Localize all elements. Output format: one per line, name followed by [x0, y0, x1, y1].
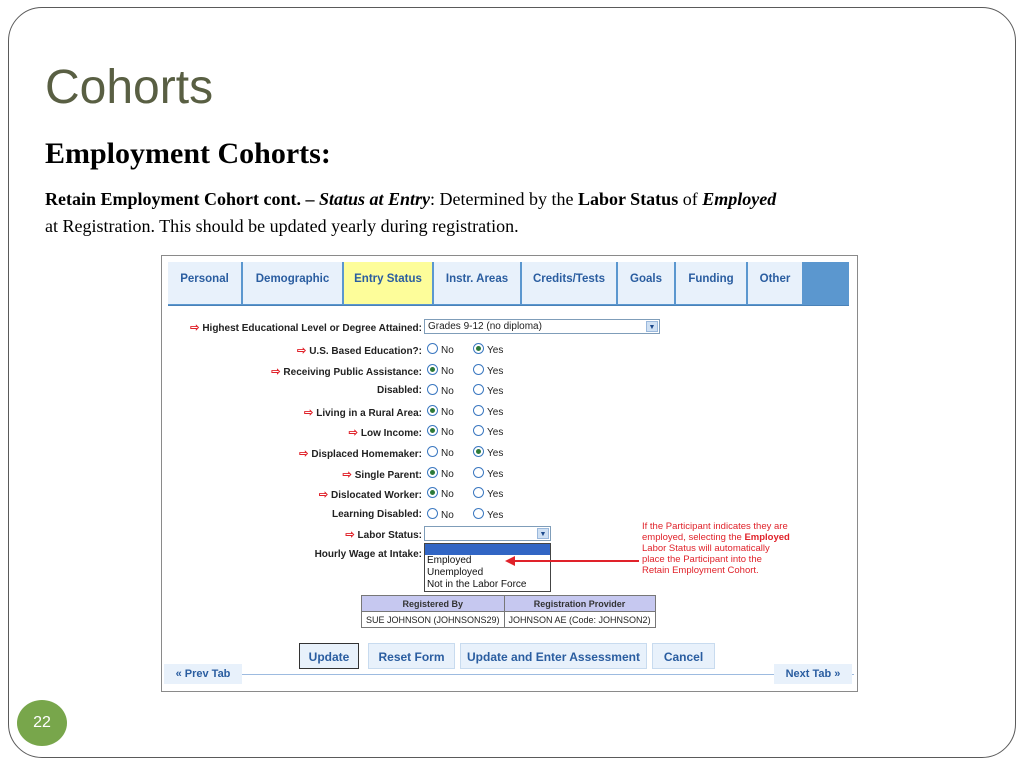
field-label: Dislocated Worker:: [331, 490, 422, 501]
form-row: [172, 424, 422, 440]
tab-other[interactable]: Other: [748, 262, 804, 304]
field-label: Disabled:: [376, 385, 422, 396]
dropdown-blank-option[interactable]: [425, 544, 550, 555]
field-label: Receiving Public Assistance:: [283, 367, 422, 378]
tab-entry-status[interactable]: Entry Status: [344, 262, 434, 304]
radio-label: No: [441, 386, 454, 397]
education-value: Grades 9-12 (no diploma): [428, 321, 542, 332]
radio-option-yes[interactable]: [473, 425, 519, 438]
body-text-2: of: [678, 189, 703, 209]
radio-button[interactable]: [427, 425, 438, 436]
radio-group: [427, 425, 519, 438]
radio-option-no[interactable]: [427, 425, 473, 438]
radio-option-no[interactable]: [427, 467, 473, 480]
tab-demographic[interactable]: Demographic: [243, 262, 344, 304]
radio-button[interactable]: [473, 405, 484, 416]
form-row: [172, 486, 422, 502]
labor-status-select[interactable]: [424, 526, 551, 541]
table-row: [362, 612, 656, 628]
field-label: Displaced Homemaker:: [311, 449, 422, 460]
dropdown-option-employed[interactable]: Employed: [427, 555, 472, 566]
radio-label: Yes: [487, 345, 504, 356]
education-select[interactable]: [424, 319, 660, 334]
slide-subheading: Employment Cohorts:: [45, 137, 331, 170]
radio-label: Yes: [487, 366, 504, 377]
education-label: Highest Educational Level or Degree Attained:: [202, 323, 422, 334]
radio-button[interactable]: [473, 425, 484, 436]
radio-button[interactable]: [427, 364, 438, 375]
radio-label: Yes: [487, 427, 504, 438]
chevron-down-icon[interactable]: ▼: [537, 528, 549, 539]
radio-option-no[interactable]: [427, 508, 473, 521]
radio-button[interactable]: [473, 467, 484, 478]
radio-button[interactable]: [473, 446, 484, 457]
tab-bar: [168, 262, 849, 306]
form-row: [172, 363, 422, 379]
radio-button[interactable]: [473, 343, 484, 354]
tab-instr-areas[interactable]: Instr. Areas: [434, 262, 522, 304]
radio-label: Yes: [487, 386, 504, 397]
labor-status-dropdown: [424, 543, 551, 592]
radio-button[interactable]: [427, 487, 438, 498]
form-row: [172, 466, 422, 482]
required-arrow-icon: ⇨: [342, 469, 352, 481]
required-arrow-icon: ⇨: [345, 529, 355, 541]
required-arrow-icon: ⇨: [304, 407, 314, 419]
required-arrow-icon: ⇨: [296, 345, 307, 357]
form-row: [172, 383, 422, 399]
table-header: Registration Provider: [504, 596, 655, 612]
radio-label: Yes: [487, 469, 504, 480]
radio-group: [427, 446, 519, 459]
form-row: [172, 342, 422, 358]
annotation-line: Retain Employment Cohort.: [642, 565, 759, 576]
tab-personal[interactable]: Personal: [168, 262, 243, 304]
dropdown-option-unemployed[interactable]: Unemployed: [427, 567, 484, 578]
radio-option-yes[interactable]: [473, 508, 519, 521]
field-label: Single Parent:: [354, 470, 422, 481]
annotation-line: Labor Status will automatically: [642, 543, 770, 554]
radio-label: No: [441, 469, 454, 480]
radio-label: No: [441, 366, 454, 377]
table-cell: JOHNSON AE (Code: JOHNSON2): [504, 612, 655, 628]
field-label: Living in a Rural Area:: [316, 408, 422, 419]
annotation-line: employed, selecting the: [642, 532, 745, 543]
radio-button[interactable]: [473, 364, 484, 375]
body-labor-status: Labor Status: [578, 189, 679, 209]
annotation-employed: Employed: [744, 532, 790, 543]
radio-option-no[interactable]: [427, 364, 473, 377]
tab-funding[interactable]: Funding: [676, 262, 748, 304]
nav-divider: [164, 674, 854, 675]
radio-group: [427, 487, 519, 500]
radio-option-no[interactable]: [427, 384, 473, 397]
radio-option-yes[interactable]: [473, 446, 519, 459]
tab-credits-tests[interactable]: Credits/Tests: [522, 262, 618, 304]
radio-button[interactable]: [473, 487, 484, 498]
radio-button[interactable]: [473, 384, 484, 395]
radio-button[interactable]: [427, 446, 438, 457]
table-cell: SUE JOHNSON (JOHNSONS29): [362, 612, 505, 628]
radio-group: [427, 384, 519, 397]
required-arrow-icon: ⇨: [299, 448, 309, 460]
dropdown-option-not-in-labor-force[interactable]: Not in the Labor Force: [427, 579, 527, 590]
radio-label: Yes: [487, 407, 504, 418]
required-arrow-icon: ⇨: [271, 366, 281, 378]
annotation-note: [642, 521, 822, 576]
prev-tab-button[interactable]: « Prev Tab: [164, 664, 242, 684]
required-arrow-icon: ⇨: [318, 489, 329, 501]
update-button[interactable]: Update: [299, 643, 359, 669]
radio-group: [427, 343, 519, 356]
chevron-down-icon[interactable]: ▼: [646, 321, 658, 332]
radio-label: No: [441, 448, 454, 459]
page-number-badge: 22: [17, 700, 67, 746]
radio-group: [427, 405, 519, 418]
form-row: [172, 445, 422, 461]
radio-group: [427, 467, 519, 480]
radio-option-yes[interactable]: [473, 467, 519, 480]
required-arrow-icon: ⇨: [348, 427, 358, 439]
radio-group: [427, 508, 519, 521]
field-label: Learning Disabled:: [331, 509, 422, 520]
slide-body: [45, 186, 975, 240]
radio-label: No: [441, 427, 454, 438]
reset-form-button[interactable]: Reset Form: [368, 643, 455, 669]
radio-option-yes[interactable]: [473, 364, 519, 377]
body-text-1: : Determined by the: [430, 189, 578, 209]
radio-label: Yes: [487, 489, 504, 500]
body-lead: Retain Employment Cohort cont. –: [45, 189, 319, 209]
form-row: [172, 507, 422, 523]
slide-title: Cohorts: [45, 61, 214, 114]
app-screenshot: [161, 255, 858, 692]
radio-option-no[interactable]: [427, 446, 473, 459]
radio-option-yes[interactable]: [473, 384, 519, 397]
radio-label: No: [441, 407, 454, 418]
next-tab-button[interactable]: Next Tab »: [774, 664, 852, 684]
form-row: [172, 404, 422, 420]
hourly-wage-row: [172, 547, 422, 563]
table-header: Registered By: [362, 596, 505, 612]
required-arrow-icon: ⇨: [190, 322, 200, 334]
tab-goals[interactable]: Goals: [618, 262, 676, 304]
radio-button[interactable]: [473, 508, 484, 519]
radio-label: Yes: [487, 510, 504, 521]
radio-option-yes[interactable]: [473, 487, 519, 500]
labor-status-row: [172, 526, 422, 542]
hourly-wage-label: Hourly Wage at Intake:: [314, 549, 422, 560]
body-text-3: at Registration. This should be updated yearly during registration.: [45, 216, 519, 236]
radio-option-yes[interactable]: [473, 343, 519, 356]
radio-button[interactable]: [427, 467, 438, 478]
field-label: Low Income:: [360, 428, 422, 439]
radio-button[interactable]: [427, 405, 438, 416]
radio-option-no[interactable]: [427, 343, 473, 356]
body-employed: Employed: [702, 189, 777, 209]
radio-label: Yes: [487, 448, 504, 459]
field-label: U.S. Based Education?:: [309, 346, 422, 357]
radio-button[interactable]: [427, 343, 438, 354]
annotation-line: place the Participant into the: [642, 554, 762, 565]
registration-table: [361, 595, 656, 628]
radio-option-no[interactable]: [427, 405, 473, 418]
radio-label: No: [441, 510, 454, 521]
radio-option-yes[interactable]: [473, 405, 519, 418]
radio-button[interactable]: [427, 384, 438, 395]
radio-group: [427, 364, 519, 377]
radio-label: No: [441, 345, 454, 356]
update-and-enter-assessment-button[interactable]: Update and Enter Assessment: [460, 643, 647, 669]
radio-button[interactable]: [427, 508, 438, 519]
radio-label: No: [441, 489, 454, 500]
body-status-at-entry: Status at Entry: [318, 189, 431, 209]
cancel-button[interactable]: Cancel: [652, 643, 715, 669]
education-row: [172, 319, 422, 335]
radio-option-no[interactable]: [427, 487, 473, 500]
annotation-line: If the Participant indicates they are: [642, 521, 788, 532]
labor-status-label: Labor Status:: [357, 530, 422, 541]
